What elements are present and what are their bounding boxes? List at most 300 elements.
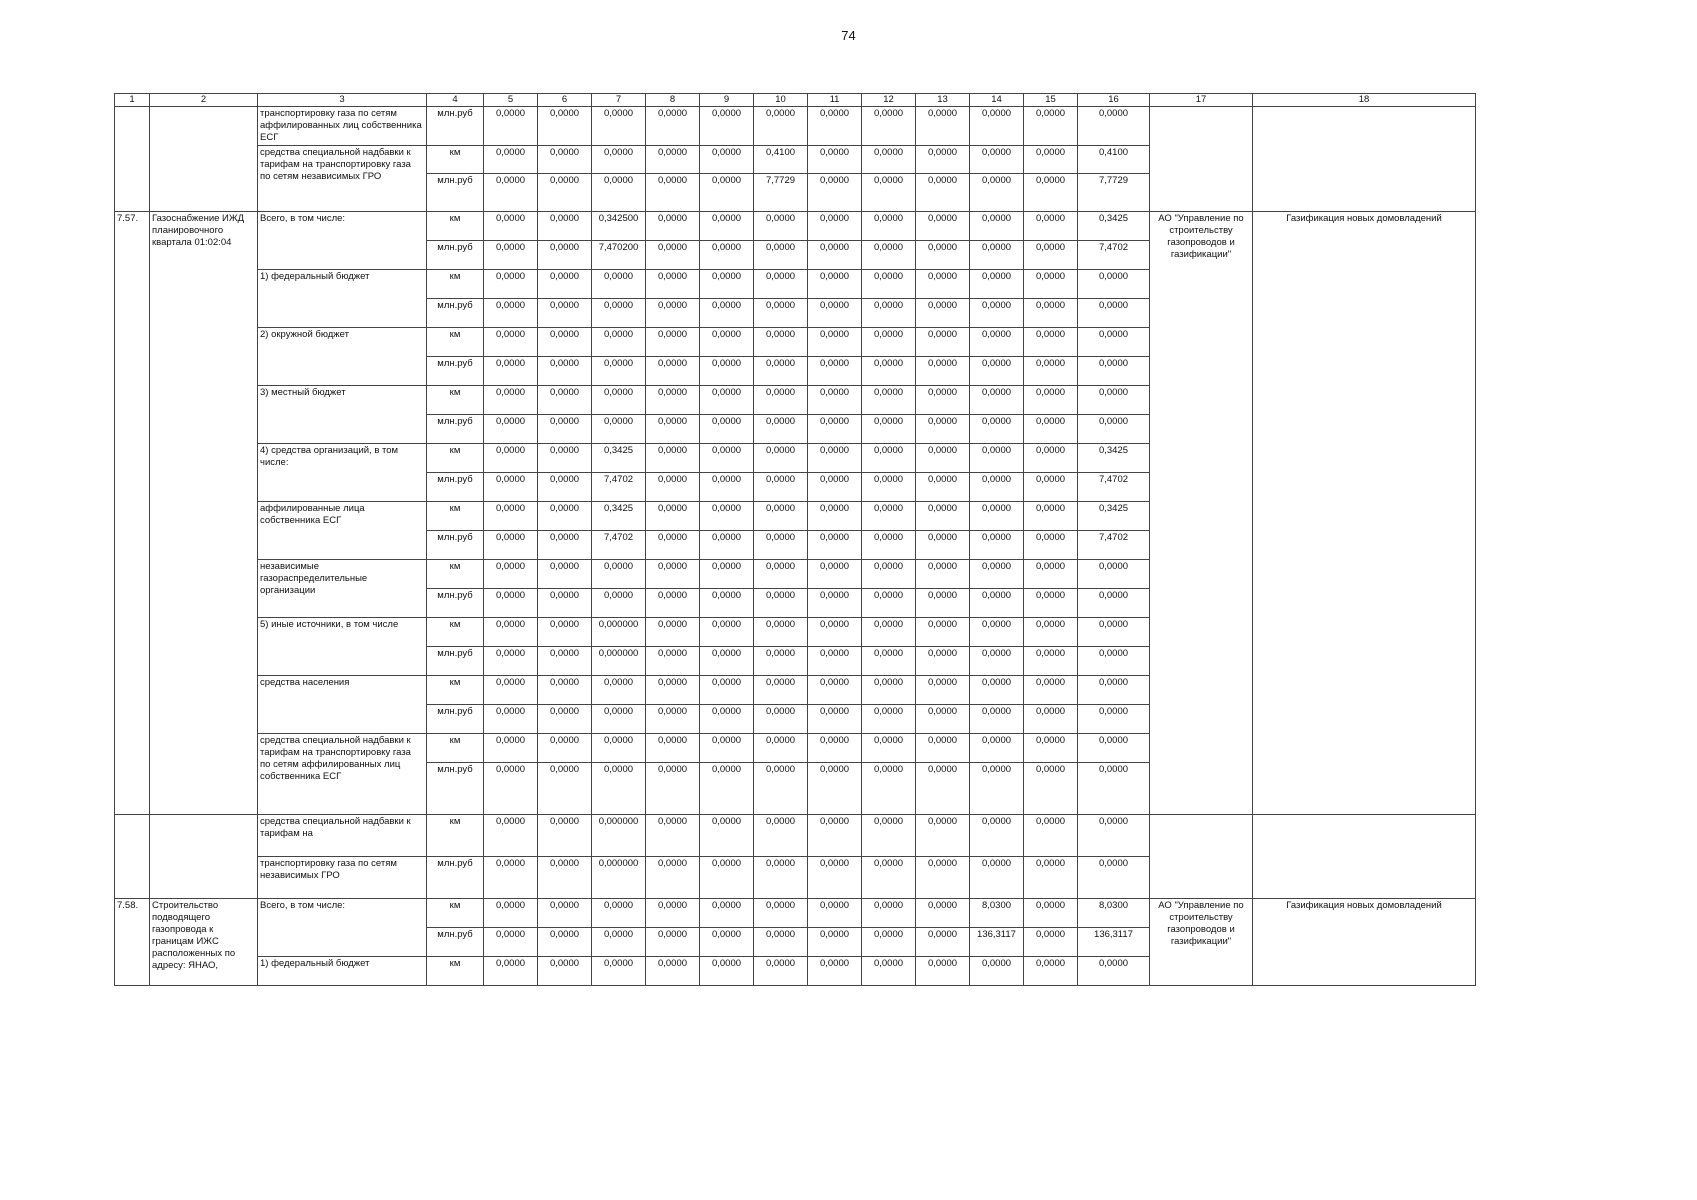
value-cell: 0,0000 [700, 357, 754, 386]
item-number-cell: 7.58. [115, 899, 150, 986]
value-cell: 0,0000 [646, 589, 700, 618]
value-cell: 0,0000 [862, 212, 916, 241]
value-cell: 0,0000 [1024, 328, 1078, 357]
value-cell: 0,0000 [646, 328, 700, 357]
value-cell: 0,0000 [646, 415, 700, 444]
column-number-cell: 13 [916, 94, 970, 107]
value-cell: 7,4702 [592, 473, 646, 502]
value-cell: 0,0000 [538, 857, 592, 899]
value-cell: 0,0000 [754, 560, 808, 589]
value-cell: 0,0000 [916, 241, 970, 270]
value-cell: 0,0000 [1078, 386, 1150, 415]
value-cell: 0,0000 [538, 676, 592, 705]
value-cell: 0,0000 [538, 444, 592, 473]
value-cell: 0,0000 [808, 174, 862, 212]
value-cell: 0,0000 [970, 212, 1024, 241]
value-cell: 0,0000 [862, 734, 916, 763]
unit-cell: млн.руб [427, 473, 484, 502]
value-cell: 0,0000 [808, 763, 862, 815]
value-cell: 0,0000 [700, 212, 754, 241]
value-cell: 0,0000 [1024, 107, 1078, 146]
value-cell: 0,0000 [754, 647, 808, 676]
value-cell: 0,0000 [538, 531, 592, 560]
value-cell: 0,000000 [592, 815, 646, 857]
value-cell: 0,0000 [484, 899, 538, 928]
value-cell: 0,0000 [862, 857, 916, 899]
value-cell: 0,0000 [754, 857, 808, 899]
value-cell: 0,0000 [538, 763, 592, 815]
unit-cell: км [427, 270, 484, 299]
value-cell: 0,0000 [916, 299, 970, 328]
value-cell: 0,0000 [808, 444, 862, 473]
unit-cell: млн.руб [427, 107, 484, 146]
value-cell: 0,0000 [700, 647, 754, 676]
value-cell: 0,0000 [1024, 270, 1078, 299]
value-cell: 0,0000 [862, 357, 916, 386]
value-cell: 0,4100 [1078, 146, 1150, 174]
value-cell: 0,0000 [1024, 531, 1078, 560]
value-cell: 0,0000 [700, 415, 754, 444]
executor-cell: АО "Управление по строительству газопроводов и газификации" [1150, 212, 1253, 815]
value-cell: 0,0000 [808, 146, 862, 174]
value-cell: 0,0000 [484, 705, 538, 734]
source-label-cell: 2) окружной бюджет [258, 328, 427, 386]
value-cell: 0,0000 [538, 560, 592, 589]
value-cell: 0,0000 [862, 299, 916, 328]
item-number-cell [115, 815, 150, 899]
value-cell: 0,0000 [592, 270, 646, 299]
source-label-cell: 5) иные источники, в том числе [258, 618, 427, 676]
value-cell: 0,0000 [700, 763, 754, 815]
value-cell: 0,0000 [916, 899, 970, 928]
value-cell: 0,0000 [538, 107, 592, 146]
value-cell: 0,0000 [916, 647, 970, 676]
value-cell: 0,0000 [970, 647, 1024, 676]
value-cell: 0,0000 [1078, 357, 1150, 386]
value-cell: 0,0000 [592, 734, 646, 763]
value-cell: 0,0000 [484, 328, 538, 357]
value-cell: 0,0000 [808, 107, 862, 146]
value-cell: 0,0000 [484, 299, 538, 328]
value-cell: 7,7729 [1078, 174, 1150, 212]
value-cell: 0,0000 [700, 705, 754, 734]
value-cell: 0,0000 [916, 734, 970, 763]
source-label-cell: Всего, в том числе: [258, 899, 427, 957]
value-cell: 0,0000 [700, 899, 754, 928]
value-cell: 0,0000 [538, 815, 592, 857]
value-cell: 0,342500 [592, 212, 646, 241]
value-cell: 0,0000 [862, 957, 916, 986]
value-cell: 0,0000 [970, 502, 1024, 531]
value-cell: 0,0000 [916, 531, 970, 560]
value-cell: 0,0000 [484, 589, 538, 618]
value-cell: 0,0000 [484, 174, 538, 212]
value-cell: 0,0000 [700, 928, 754, 957]
value-cell: 0,0000 [808, 357, 862, 386]
column-number-cell: 1 [115, 94, 150, 107]
value-cell: 7,4702 [1078, 473, 1150, 502]
value-cell: 0,0000 [916, 146, 970, 174]
value-cell: 0,0000 [916, 815, 970, 857]
value-cell: 0,0000 [538, 212, 592, 241]
column-number-cell: 6 [538, 94, 592, 107]
unit-cell: км [427, 618, 484, 647]
value-cell: 0,0000 [484, 270, 538, 299]
unit-cell: км [427, 957, 484, 986]
value-cell: 0,0000 [1024, 502, 1078, 531]
value-cell: 0,0000 [592, 357, 646, 386]
value-cell: 0,0000 [700, 241, 754, 270]
unit-cell: км [427, 212, 484, 241]
unit-cell: млн.руб [427, 647, 484, 676]
source-label-cell: средства специальной надбавки к тарифам на [258, 815, 427, 857]
value-cell: 0,0000 [1078, 270, 1150, 299]
value-cell: 0,0000 [646, 444, 700, 473]
value-cell: 0,0000 [1024, 676, 1078, 705]
value-cell: 0,0000 [538, 357, 592, 386]
value-cell: 0,0000 [916, 957, 970, 986]
unit-cell: млн.руб [427, 357, 484, 386]
value-cell: 0,0000 [754, 763, 808, 815]
value-cell: 0,0000 [646, 146, 700, 174]
value-cell: 0,0000 [1078, 676, 1150, 705]
purpose-cell [1253, 815, 1476, 899]
value-cell: 0,0000 [862, 676, 916, 705]
source-label-cell: транспортировку газа по сетям независимых ГРО [258, 857, 427, 899]
value-cell: 0,0000 [808, 328, 862, 357]
value-cell: 0,0000 [700, 386, 754, 415]
value-cell: 0,0000 [970, 270, 1024, 299]
value-cell: 0,0000 [538, 174, 592, 212]
value-cell: 0,0000 [1078, 957, 1150, 986]
value-cell: 0,0000 [646, 270, 700, 299]
value-cell: 0,0000 [916, 328, 970, 357]
value-cell: 0,0000 [808, 705, 862, 734]
value-cell: 0,0000 [646, 357, 700, 386]
value-cell: 0,0000 [646, 734, 700, 763]
value-cell: 0,0000 [700, 473, 754, 502]
value-cell: 0,4100 [754, 146, 808, 174]
column-number-cell: 16 [1078, 94, 1150, 107]
item-number-cell: 7.57. [115, 212, 150, 815]
value-cell: 0,0000 [646, 531, 700, 560]
value-cell: 0,0000 [700, 444, 754, 473]
value-cell: 0,0000 [916, 857, 970, 899]
value-cell: 0,0000 [538, 146, 592, 174]
value-cell: 7,7729 [754, 174, 808, 212]
value-cell: 0,0000 [862, 763, 916, 815]
purpose-cell [1253, 107, 1476, 212]
value-cell: 0,0000 [754, 328, 808, 357]
value-cell: 0,0000 [970, 618, 1024, 647]
value-cell: 0,0000 [1024, 174, 1078, 212]
value-cell: 0,0000 [1078, 647, 1150, 676]
value-cell: 0,0000 [484, 531, 538, 560]
value-cell: 0,0000 [754, 589, 808, 618]
value-cell: 0,0000 [1078, 589, 1150, 618]
value-cell: 0,0000 [1024, 928, 1078, 957]
value-cell: 0,0000 [1024, 857, 1078, 899]
value-cell: 0,0000 [916, 174, 970, 212]
value-cell: 0,0000 [700, 174, 754, 212]
value-cell: 0,0000 [970, 357, 1024, 386]
unit-cell: млн.руб [427, 415, 484, 444]
value-cell: 0,0000 [592, 386, 646, 415]
value-cell: 0,0000 [1024, 618, 1078, 647]
unit-cell: млн.руб [427, 241, 484, 270]
column-number-cell: 5 [484, 94, 538, 107]
table-body [115, 94, 1476, 986]
unit-cell: млн.руб [427, 531, 484, 560]
value-cell: 0,0000 [862, 560, 916, 589]
value-cell: 0,0000 [862, 386, 916, 415]
value-cell: 0,0000 [808, 560, 862, 589]
table-row [115, 107, 1476, 146]
value-cell: 0,0000 [646, 676, 700, 705]
value-cell: 0,0000 [754, 734, 808, 763]
unit-cell: км [427, 146, 484, 174]
value-cell: 0,0000 [646, 174, 700, 212]
source-label-cell: средства специальной надбавки к тарифам на транспортировку газа по сетям аффилированных лиц собственника ЕСГ [258, 734, 427, 815]
value-cell: 0,0000 [916, 589, 970, 618]
value-cell: 0,0000 [646, 107, 700, 146]
value-cell: 0,0000 [970, 107, 1024, 146]
value-cell: 0,0000 [862, 146, 916, 174]
value-cell: 0,0000 [862, 647, 916, 676]
value-cell: 0,0000 [970, 174, 1024, 212]
value-cell: 0,0000 [808, 815, 862, 857]
value-cell: 136,3117 [970, 928, 1024, 957]
value-cell: 0,0000 [538, 299, 592, 328]
value-cell: 0,0000 [1024, 647, 1078, 676]
value-cell: 0,0000 [916, 560, 970, 589]
value-cell: 0,0000 [700, 618, 754, 647]
unit-cell: млн.руб [427, 763, 484, 815]
value-cell: 0,0000 [484, 212, 538, 241]
column-number-cell: 12 [862, 94, 916, 107]
value-cell: 0,0000 [970, 957, 1024, 986]
value-cell: 0,0000 [862, 270, 916, 299]
unit-cell: км [427, 734, 484, 763]
value-cell: 0,0000 [484, 473, 538, 502]
value-cell: 7,4702 [1078, 531, 1150, 560]
value-cell: 0,0000 [970, 299, 1024, 328]
value-cell: 0,0000 [538, 502, 592, 531]
source-label-cell: 4) средства организаций, в том числе: [258, 444, 427, 502]
value-cell: 0,0000 [970, 444, 1024, 473]
value-cell: 0,0000 [484, 415, 538, 444]
value-cell: 0,0000 [646, 386, 700, 415]
value-cell: 0,0000 [754, 705, 808, 734]
value-cell: 0,0000 [484, 928, 538, 957]
value-cell: 0,0000 [700, 328, 754, 357]
value-cell: 0,0000 [592, 174, 646, 212]
value-cell: 0,0000 [646, 560, 700, 589]
value-cell: 0,0000 [592, 899, 646, 928]
value-cell: 0,0000 [970, 328, 1024, 357]
value-cell: 0,3425 [1078, 212, 1150, 241]
value-cell: 0,0000 [700, 107, 754, 146]
value-cell: 0,0000 [808, 299, 862, 328]
unit-cell: км [427, 386, 484, 415]
value-cell: 0,0000 [970, 386, 1024, 415]
value-cell: 0,0000 [1078, 857, 1150, 899]
value-cell: 136,3117 [1078, 928, 1150, 957]
executor-cell: АО "Управление по строительству газопроводов и газификации" [1150, 899, 1253, 986]
value-cell: 0,0000 [700, 146, 754, 174]
value-cell: 0,0000 [1078, 618, 1150, 647]
value-cell: 0,0000 [700, 502, 754, 531]
value-cell: 0,0000 [808, 386, 862, 415]
value-cell: 0,0000 [700, 560, 754, 589]
value-cell: 0,0000 [484, 618, 538, 647]
value-cell: 0,0000 [484, 502, 538, 531]
item-name-cell: Строительство подводящего газопровода к границам ИЖС расположенных по адресу: ЯНАО, [150, 899, 258, 986]
value-cell: 0,0000 [916, 928, 970, 957]
value-cell: 0,0000 [862, 473, 916, 502]
value-cell: 0,0000 [1024, 763, 1078, 815]
value-cell: 0,0000 [538, 647, 592, 676]
value-cell: 0,0000 [970, 415, 1024, 444]
value-cell: 0,0000 [862, 241, 916, 270]
value-cell: 0,0000 [592, 957, 646, 986]
value-cell: 0,0000 [1024, 241, 1078, 270]
value-cell: 0,0000 [808, 415, 862, 444]
value-cell: 0,0000 [538, 386, 592, 415]
column-number-cell: 2 [150, 94, 258, 107]
value-cell: 0,0000 [1024, 146, 1078, 174]
value-cell: 0,0000 [754, 357, 808, 386]
value-cell: 0,0000 [1024, 734, 1078, 763]
source-label-cell: Всего, в том числе: [258, 212, 427, 270]
value-cell: 0,0000 [484, 857, 538, 899]
unit-cell: км [427, 899, 484, 928]
value-cell: 0,0000 [1024, 589, 1078, 618]
value-cell: 0,0000 [970, 763, 1024, 815]
source-label-cell: аффилированные лица собственника ЕСГ [258, 502, 427, 560]
value-cell: 0,0000 [808, 676, 862, 705]
value-cell: 0,0000 [808, 857, 862, 899]
value-cell: 0,0000 [538, 241, 592, 270]
value-cell: 0,0000 [1024, 299, 1078, 328]
value-cell: 0,0000 [592, 589, 646, 618]
value-cell: 0,0000 [916, 444, 970, 473]
value-cell: 0,0000 [754, 531, 808, 560]
table-row [115, 212, 1476, 241]
unit-cell: км [427, 502, 484, 531]
unit-cell: км [427, 560, 484, 589]
value-cell: 0,0000 [646, 647, 700, 676]
unit-cell: км [427, 815, 484, 857]
value-cell: 0,0000 [754, 270, 808, 299]
value-cell: 0,0000 [916, 357, 970, 386]
value-cell: 0,0000 [484, 357, 538, 386]
value-cell: 0,0000 [538, 270, 592, 299]
value-cell: 0,0000 [1024, 415, 1078, 444]
value-cell: 0,0000 [592, 299, 646, 328]
value-cell: 0,0000 [754, 299, 808, 328]
value-cell: 0,0000 [916, 763, 970, 815]
value-cell: 0,0000 [1078, 328, 1150, 357]
unit-cell: км [427, 328, 484, 357]
value-cell: 0,0000 [754, 386, 808, 415]
source-label-cell: 1) федеральный бюджет [258, 957, 427, 986]
purpose-cell: Газификация новых домовладений [1253, 899, 1476, 986]
unit-cell: км [427, 676, 484, 705]
value-cell: 0,0000 [484, 647, 538, 676]
value-cell: 0,0000 [916, 270, 970, 299]
value-cell: 0,0000 [592, 560, 646, 589]
source-label-cell: средства специальной надбавки к тарифам на транспортировку газа по сетям независимых ГРО [258, 146, 427, 212]
value-cell: 0,0000 [862, 899, 916, 928]
value-cell: 0,0000 [592, 328, 646, 357]
item-name-cell [150, 815, 258, 899]
value-cell: 0,0000 [538, 473, 592, 502]
column-number-row [115, 94, 1476, 107]
value-cell: 0,0000 [808, 473, 862, 502]
column-number-cell: 15 [1024, 94, 1078, 107]
value-cell: 0,0000 [1078, 734, 1150, 763]
value-cell: 0,3425 [1078, 502, 1150, 531]
value-cell: 0,0000 [754, 444, 808, 473]
value-cell: 0,0000 [970, 676, 1024, 705]
value-cell: 0,0000 [484, 386, 538, 415]
value-cell: 0,3425 [592, 502, 646, 531]
value-cell: 0,0000 [646, 928, 700, 957]
value-cell: 0,0000 [484, 444, 538, 473]
unit-cell: млн.руб [427, 928, 484, 957]
value-cell: 0,0000 [1078, 763, 1150, 815]
value-cell: 0,0000 [862, 705, 916, 734]
value-cell: 8,0300 [1078, 899, 1150, 928]
value-cell: 0,0000 [1078, 560, 1150, 589]
source-label-cell: 1) федеральный бюджет [258, 270, 427, 328]
value-cell: 0,0000 [754, 107, 808, 146]
value-cell: 0,0000 [970, 241, 1024, 270]
value-cell: 0,0000 [754, 676, 808, 705]
value-cell: 0,0000 [700, 957, 754, 986]
value-cell: 0,0000 [646, 473, 700, 502]
value-cell: 0,0000 [862, 174, 916, 212]
value-cell: 0,0000 [808, 734, 862, 763]
value-cell: 0,0000 [484, 107, 538, 146]
page-number: 74 [841, 28, 856, 43]
value-cell: 0,0000 [916, 415, 970, 444]
executor-cell [1150, 107, 1253, 212]
value-cell: 0,0000 [538, 618, 592, 647]
value-cell: 0,0000 [1024, 815, 1078, 857]
value-cell: 0,0000 [970, 705, 1024, 734]
value-cell: 0,0000 [808, 502, 862, 531]
value-cell: 0,0000 [862, 928, 916, 957]
value-cell: 0,0000 [538, 705, 592, 734]
column-number-cell: 17 [1150, 94, 1253, 107]
value-cell: 0,0000 [538, 589, 592, 618]
value-cell: 0,0000 [808, 618, 862, 647]
unit-cell: км [427, 444, 484, 473]
value-cell: 0,0000 [646, 299, 700, 328]
investment-table [114, 93, 1476, 986]
value-cell: 0,0000 [754, 241, 808, 270]
value-cell: 0,0000 [484, 560, 538, 589]
value-cell: 0,0000 [700, 299, 754, 328]
value-cell: 0,0000 [754, 899, 808, 928]
value-cell: 0,0000 [1024, 212, 1078, 241]
executor-cell [1150, 815, 1253, 899]
value-cell: 0,0000 [862, 502, 916, 531]
column-number-cell: 8 [646, 94, 700, 107]
value-cell: 0,0000 [1024, 357, 1078, 386]
